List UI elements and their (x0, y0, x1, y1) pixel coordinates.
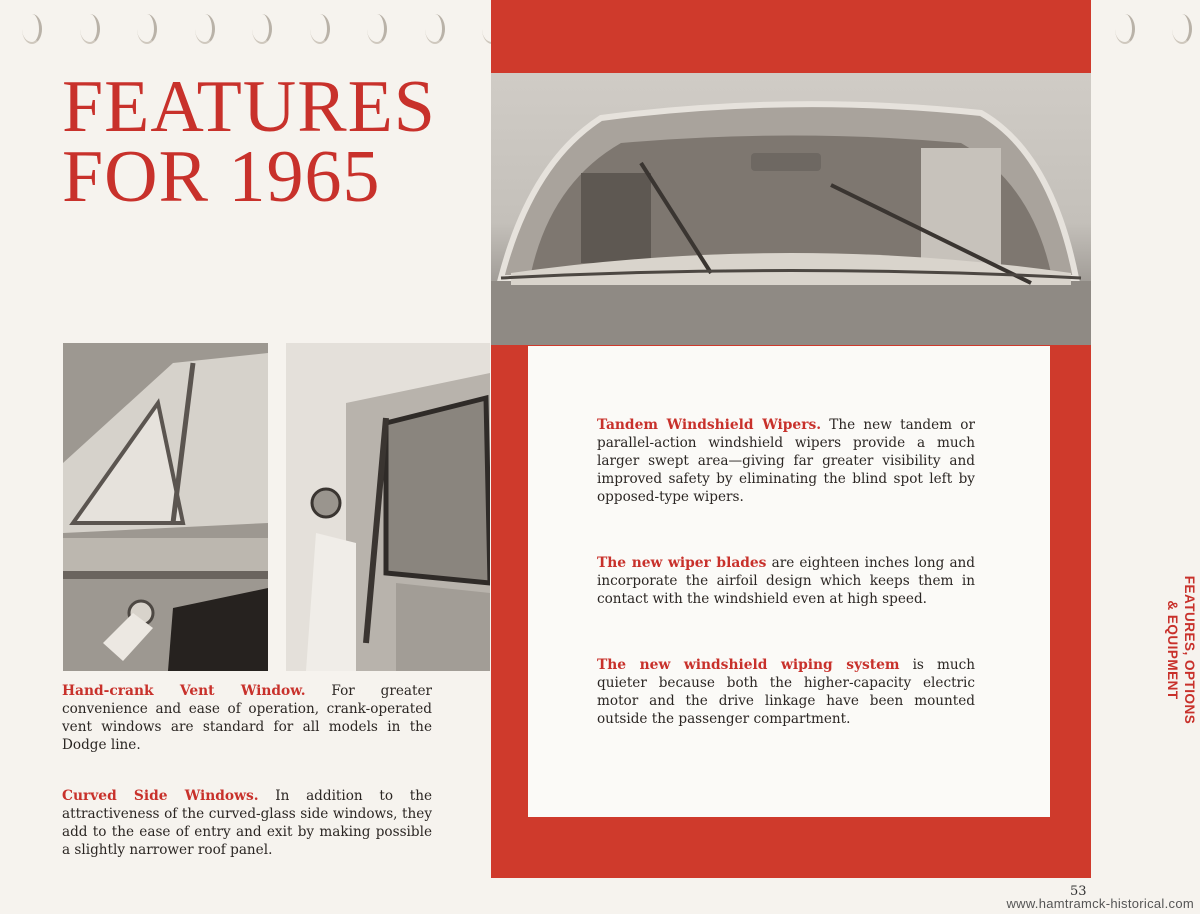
vent-window-caption (62, 682, 432, 754)
side-windows-caption-lead: Curved Side Windows. (62, 788, 259, 804)
wipers-caption (597, 416, 975, 506)
binding-hole (367, 14, 387, 44)
title-line-2: FOR 1965 (62, 136, 381, 218)
vent-window-caption-body: For greater convenience and ease of operation, crank-operated vent windows are standard for all models in the Dodge line. (62, 683, 432, 753)
binding-hole (195, 14, 215, 44)
title-line-1: FEATURES (62, 66, 436, 148)
side-window-photo (286, 343, 490, 671)
blades-caption-body: are eighteen inches long and incorporate the airfoil design which keeps them in contact with the windshield even at high speed. (597, 555, 976, 607)
wipers-caption-lead: Tandem Windshield Wipers. (597, 417, 822, 433)
binding-hole (80, 14, 100, 44)
watermark-text: www.hamtramck-historical.com (1006, 896, 1194, 911)
binding-hole (252, 14, 272, 44)
vent-window-photo (63, 343, 268, 671)
page-number: 53 (1070, 884, 1087, 899)
section-tab-line-1: FEATURES, OPTIONS (1182, 575, 1197, 725)
binding-hole (310, 14, 330, 44)
wiping-system-caption-body: is much quieter because both the higher-capacity electric motor and the drive linkage have been mounted outside the passenger compartment. (597, 657, 975, 727)
blades-caption-lead: The new wiper blades (597, 555, 767, 571)
binding-hole (1115, 14, 1135, 44)
wiping-system-caption (597, 656, 975, 728)
page-title (62, 66, 436, 218)
side-windows-caption (62, 787, 432, 859)
binding-hole (22, 14, 42, 44)
blades-caption (597, 554, 975, 608)
wipers-caption-body: The new tandem or parallel-action windshield wipers provide a much larger swept area—giving far greater visibility and improved safety by eliminating the blind spot left by opposed-type wipers. (597, 417, 975, 505)
binding-hole (1172, 14, 1192, 44)
wiping-system-caption-lead: The new windshield wiping system (597, 657, 900, 673)
section-tab-line-2: & EQUIPMENT (1165, 600, 1180, 700)
binding-hole (425, 14, 445, 44)
side-windows-caption-body: In addition to the attractiveness of the curved-glass side windows, they add to the ease of entry and exit by making possible a slightly narrower roof panel. (62, 788, 432, 858)
vent-window-caption-lead: Hand-crank Vent Window. (62, 683, 306, 699)
section-tab (1148, 560, 1198, 740)
binding-hole (137, 14, 157, 44)
windshield-photo (491, 73, 1091, 345)
